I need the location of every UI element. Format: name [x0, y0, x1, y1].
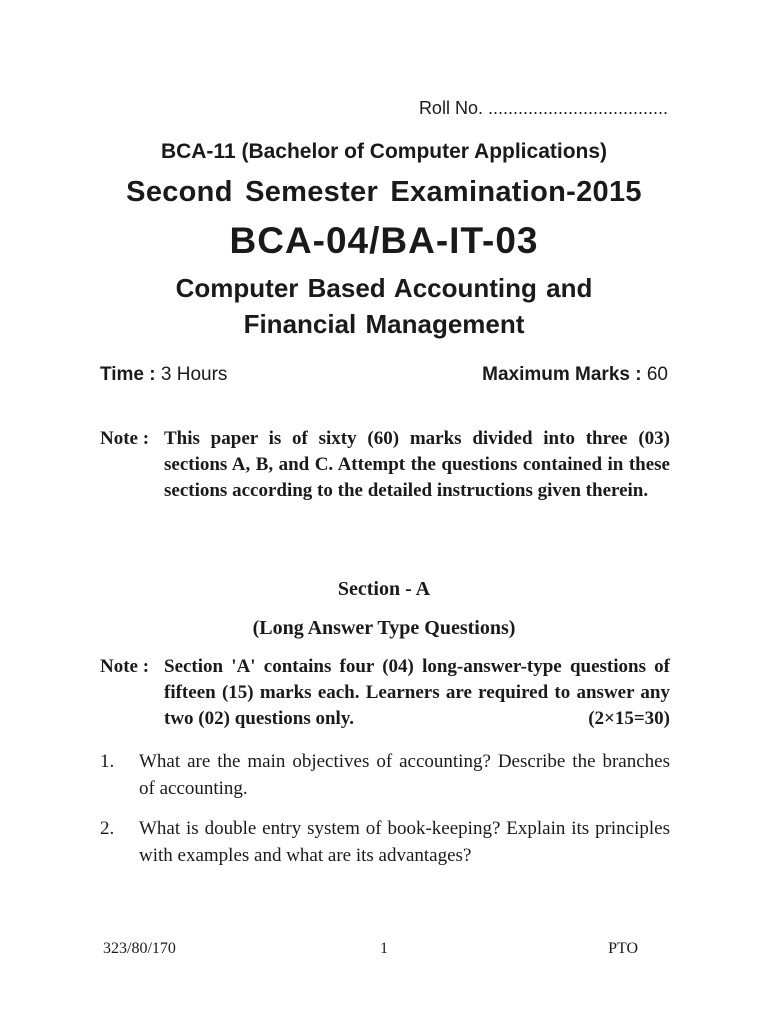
section-subtitle: (Long Answer Type Questions) — [252, 617, 516, 639]
section-marks: (2×15=30) — [588, 708, 670, 729]
general-note — [100, 426, 670, 504]
question-text: What are the main objectives of accounting? Describe the branches of accounting. — [139, 751, 670, 799]
max-marks-label: Maximum Marks : — [482, 364, 642, 385]
note-label: Note : — [100, 428, 150, 449]
note-label: Note : — [100, 656, 150, 677]
question-number: 2. — [100, 818, 115, 839]
roll-number-field: Roll No. .................................... — [418, 98, 668, 118]
time-info — [100, 364, 227, 386]
question-2 — [100, 815, 670, 869]
note-text — [164, 654, 670, 732]
time-label: Time : — [100, 364, 156, 385]
section-title: Section - A — [337, 578, 431, 600]
program-title: BCA-11 (Bachelor of Computer Applications) — [160, 140, 608, 163]
time-value: 3 Hours — [160, 364, 228, 385]
subject-title-line1: Computer Based Accounting and — [175, 273, 593, 303]
max-marks-value: 60 — [646, 364, 668, 385]
question-text: What is double entry system of book-keeping? Explain its principles with examples and what are its advantages? — [139, 818, 670, 866]
question-number: 1. — [100, 751, 115, 772]
question-1 — [100, 748, 670, 802]
subject-title — [0, 270, 768, 342]
note-text: This paper is of sixty (60) marks divided into three (03) sections A, B, and C. Attempt the questions contained in these sections according to the detailed instructions given therein. — [164, 428, 670, 501]
section-note — [100, 654, 670, 732]
max-marks-info — [482, 364, 668, 386]
exam-title: Second Semester Examination-2015 — [126, 176, 642, 208]
section-note-text: Section 'A' contains four (04) long-answer-type questions of fifteen (15) marks each. Learners are required to answer any two (02) questions only. — [164, 656, 670, 729]
paper-code: BCA-04/BA-IT-03 — [229, 220, 539, 261]
page-number: 1 — [380, 940, 388, 957]
subject-title-line2: Financial Management — [243, 309, 525, 339]
pto-label: PTO — [608, 940, 638, 957]
footer-paper-code: 323/80/170 — [103, 940, 176, 957]
